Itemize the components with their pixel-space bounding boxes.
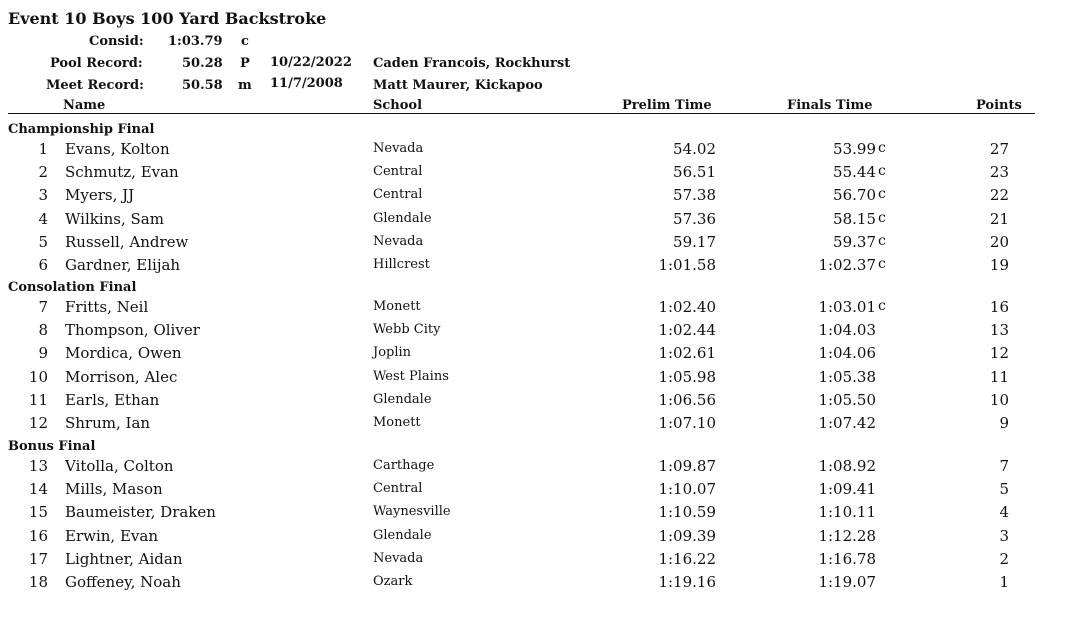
prelim-time: 1:06.56 [658,390,716,409]
column-header-points: Points [976,98,1022,113]
prelim-time: 57.38 [673,186,716,205]
finals-time: 55.44 [833,163,876,182]
column-header-school: School [373,98,423,113]
finals-time: 56.70 [833,186,876,205]
points-cell: 19 [989,256,1009,274]
prelim-time: 1:02.61 [658,344,716,363]
place-cell: 12 [28,414,48,432]
prelim-time: 1:09.87 [658,457,716,475]
finals-flag: c [878,298,886,314]
table-row [0,163,1085,186]
meet-record-label: Meet Record: [46,78,144,93]
place-cell: 1 [38,140,48,158]
table-row [0,321,1085,344]
points-cell: 23 [989,163,1009,182]
finals-time: 1:12.28 [818,526,876,545]
school-name: West Plains [373,368,449,384]
prelim-time: 1:16.22 [658,549,716,568]
school-name: Webb City [373,322,441,338]
place-cell: 9 [38,344,48,363]
points-cell: 10 [989,390,1009,409]
place-cell: 4 [38,209,48,228]
header-underline [8,113,1035,114]
school-name: Nevada [373,233,424,249]
finals-time: 1:03.01 [818,298,876,316]
prelim-time: 1:02.44 [658,321,716,340]
finals-time: 1:08.92 [818,457,876,475]
place-cell: 10 [28,367,48,386]
finals-flag: c [878,232,886,249]
school-name: Monett [373,415,421,430]
column-header-prelim: Prelim Time [622,98,712,113]
points-cell: 22 [989,186,1009,205]
place-cell: 17 [28,549,48,568]
swimmer-name: Gardner, Elijah [65,256,181,274]
meet-record-holder: Matt Maurer, Kickapoo [373,78,543,93]
swimmer-name: Mordica, Owen [65,344,182,363]
prelim-time: 59.17 [673,232,716,251]
finals-flag: c [878,209,886,226]
swimmer-name: Schmutz, Evan [65,163,179,182]
finals-time: 1:10.11 [818,503,876,522]
event-title: Event 10 Boys 100 Yard Backstroke [8,9,327,28]
place-cell: 6 [38,256,48,274]
points-cell: 21 [989,209,1009,228]
pool-record-label: Pool Record: [50,56,143,71]
swimmer-name: Vitolla, Colton [65,457,174,475]
table-row [0,210,1085,233]
points-cell: 5 [999,480,1009,499]
points-cell: 11 [989,367,1009,386]
prelim-time: 1:05.98 [658,367,716,386]
finals-flag: c [878,186,886,203]
swimmer-name: Goffeney, Noah [65,573,181,591]
points-cell: 13 [989,321,1009,340]
table-row [0,368,1085,391]
finals-time: 1:04.03 [818,321,876,340]
points-cell: 27 [989,140,1009,158]
place-cell: 13 [28,457,48,475]
finals-time: 58.15 [833,209,876,228]
place-cell: 8 [38,321,48,340]
finals-time: 1:09.41 [818,480,876,499]
points-cell: 1 [999,573,1009,591]
prelim-time: 1:02.40 [658,298,716,316]
table-row [0,140,1085,163]
finals-flag: c [878,140,886,156]
place-cell: 2 [38,163,48,182]
finals-time: 1:16.78 [818,549,876,568]
place-cell: 5 [38,232,48,251]
finals-time: 59.37 [833,232,876,251]
prelim-time: 1:07.10 [658,414,716,432]
swimmer-name: Myers, JJ [65,186,135,205]
prelim-time: 1:01.58 [658,256,716,274]
finals-time: 1:05.50 [818,390,876,409]
swimmer-name: Shrum, Ian [65,414,151,432]
table-row [0,550,1085,573]
school-name: Hillcrest [373,257,430,272]
pool-record-time: 50.28 [182,56,223,71]
swimmer-name: Baumeister, Draken [65,503,216,522]
swimmer-name: Thompson, Oliver [65,321,200,340]
school-name: Glendale [373,391,432,407]
prelim-time: 1:09.39 [658,526,716,545]
table-row [0,256,1085,279]
finals-time: 1:07.42 [818,414,876,432]
consid-flag: c [241,34,249,49]
pool-record-holder: Caden Francois, Rockhurst [373,56,571,71]
table-row [0,186,1085,209]
points-cell: 7 [999,457,1009,475]
prelim-time: 1:19.16 [658,573,716,591]
place-cell: 7 [38,298,48,316]
table-row [0,233,1085,256]
finals-time: 53.99 [833,140,876,158]
section-title: Bonus Final [8,439,96,454]
swimmer-name: Erwin, Evan [65,526,158,545]
school-name: Waynesville [373,504,451,520]
place-cell: 15 [28,503,48,522]
finals-flag: c [878,163,886,180]
school-name: Central [373,164,423,180]
points-cell: 12 [989,344,1009,363]
meet-record-date: 11/7/2008 [270,76,343,91]
school-name: Glendale [373,210,432,226]
swimmer-name: Fritts, Neil [65,298,149,316]
prelim-time: 1:10.59 [658,503,716,522]
place-cell: 3 [38,186,48,205]
points-cell: 3 [999,526,1009,545]
prelim-time: 54.02 [673,140,716,158]
finals-time: 1:04.06 [818,344,876,363]
points-cell: 4 [999,503,1009,522]
place-cell: 11 [28,390,48,409]
swimmer-name: Mills, Mason [65,480,163,499]
table-row [0,344,1085,367]
finals-time: 1:19.07 [818,573,876,591]
prelim-time: 1:10.07 [658,480,716,499]
school-name: Nevada [373,550,424,566]
school-name: Glendale [373,527,432,543]
consid-label: Consid: [89,34,144,49]
swimmer-name: Earls, Ethan [65,390,160,409]
finals-flag: c [878,256,886,272]
meet-record-time: 50.58 [182,78,223,93]
school-name: Joplin [373,345,412,361]
section-title: Consolation Final [8,280,137,295]
prelim-time: 57.36 [673,209,716,228]
points-cell: 20 [989,232,1009,251]
pool-record-date: 10/22/2022 [270,55,352,70]
place-cell: 14 [28,480,48,499]
table-row [0,573,1085,596]
meet-record-flag: m [238,78,252,93]
finals-time: 1:02.37 [818,256,876,274]
school-name: Nevada [373,141,424,156]
table-row [0,480,1085,503]
school-name: Monett [373,299,421,314]
table-row [0,527,1085,550]
swimmer-name: Wilkins, Sam [65,209,164,228]
prelim-time: 56.51 [673,163,716,182]
swimmer-name: Evans, Kolton [65,140,170,158]
school-name: Central [373,481,423,497]
pool-record-flag: P [240,56,250,71]
swimmer-name: Lightner, Aidan [65,549,183,568]
swimmer-name: Morrison, Alec [65,367,178,386]
points-cell: 9 [999,414,1009,432]
place-cell: 16 [28,526,48,545]
school-name: Central [373,187,423,203]
table-row [0,414,1085,437]
place-cell: 18 [28,573,48,591]
table-row [0,457,1085,480]
table-row [0,298,1085,321]
table-row [0,391,1085,414]
finals-time: 1:05.38 [818,367,876,386]
column-header-name: Name [63,98,106,113]
points-cell: 16 [989,298,1009,316]
swimmer-name: Russell, Andrew [65,232,189,251]
section-title: Championship Final [8,122,155,137]
table-row [0,503,1085,526]
school-name: Carthage [373,458,435,473]
school-name: Ozark [373,574,413,589]
points-cell: 2 [999,549,1009,568]
column-header-finals: Finals Time [787,98,873,113]
consid-time: 1:03.79 [168,34,223,49]
